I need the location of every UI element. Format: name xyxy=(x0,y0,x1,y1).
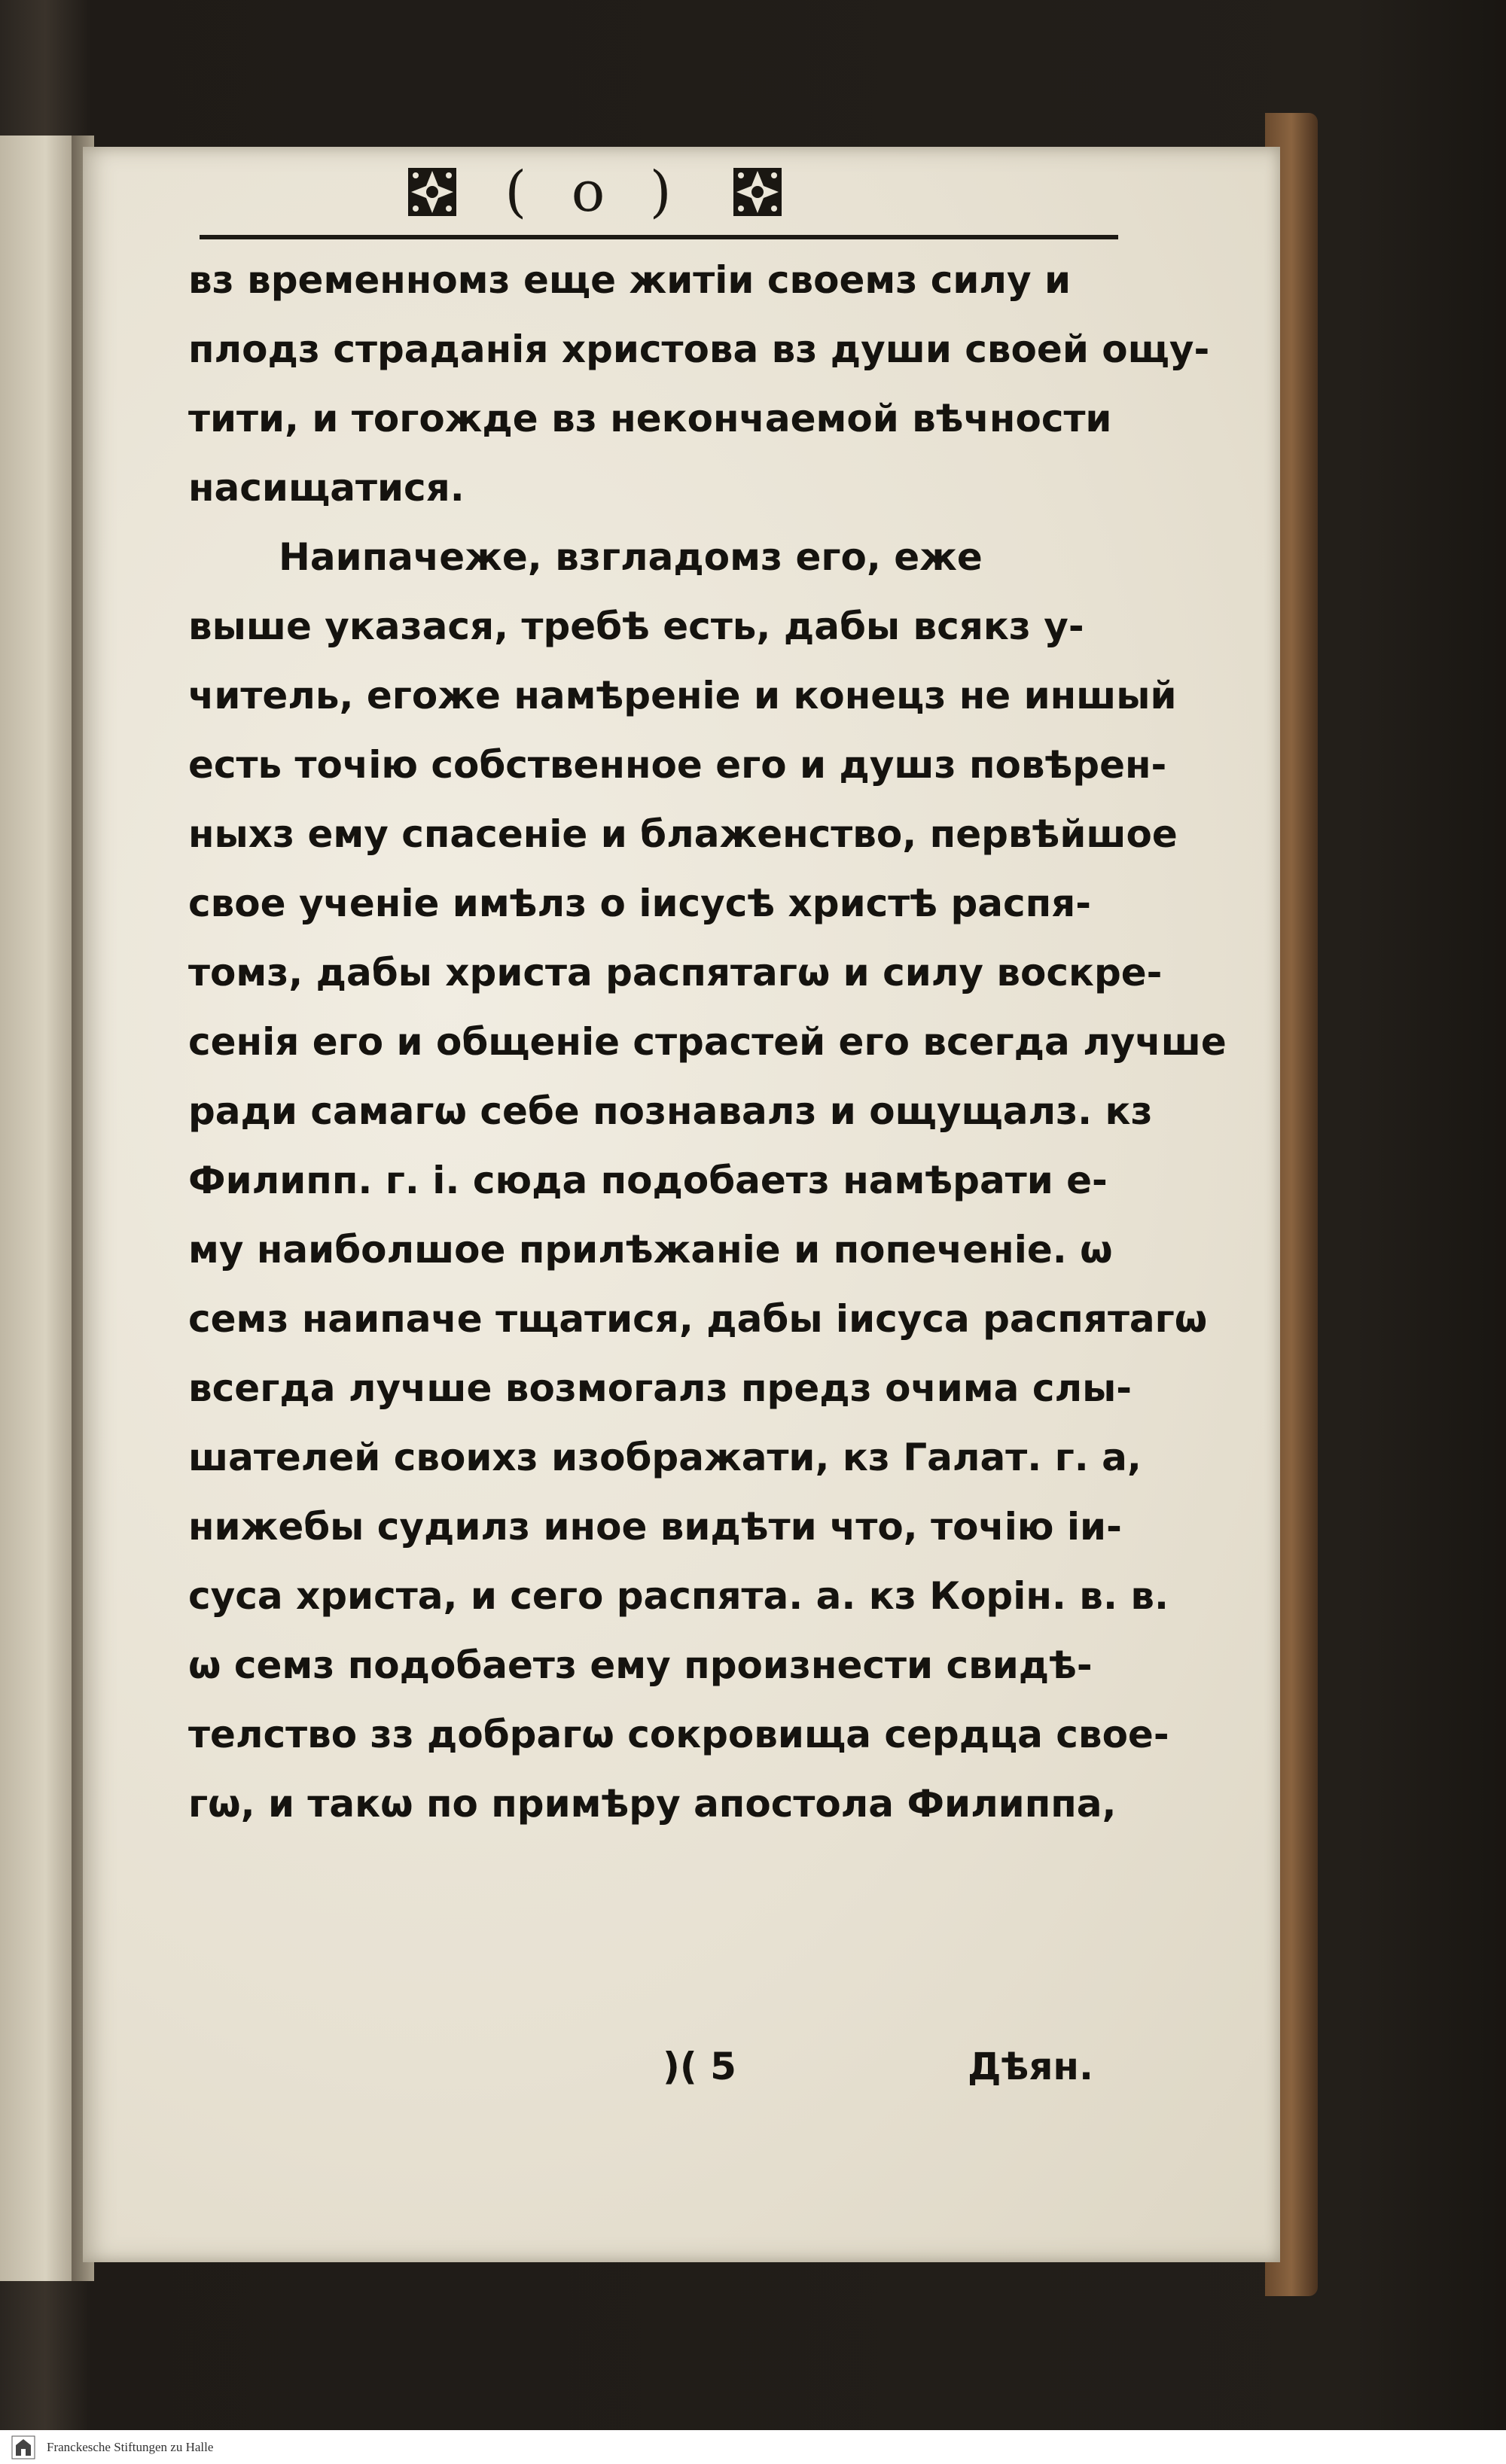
page-number: ( o ) xyxy=(505,160,685,224)
text-line: гω, и такω по примѣру апостола Филиппа, xyxy=(188,1782,1117,1826)
text-line: читель, егоже намѣреніе и конецз не иншый xyxy=(188,674,1177,717)
text-line: свое ученіе имѣлз о іисусѣ христѣ распя- xyxy=(188,882,1092,925)
text-line: нижебы судилз иное видѣти что, точію іи- xyxy=(188,1505,1122,1549)
text-line: насищатися. xyxy=(188,466,465,510)
facing-page-edge xyxy=(0,136,83,2281)
body-text xyxy=(188,248,1227,1980)
text-line: сенія его и общеніе страстей его всегда лучше xyxy=(188,1020,1227,1064)
text-line: вз временномз еще житіи своемз силу и xyxy=(188,258,1072,302)
text-line: шателей своихз изображати, кз Галат. г. а, xyxy=(188,1436,1142,1479)
page-header xyxy=(196,151,994,233)
text-line: му наиболшое прилѣжаніе и попеченіе. ω xyxy=(188,1228,1113,1272)
text-line: телство зз добрагω сокровища сердца свое- xyxy=(188,1713,1169,1756)
text-line: всегда лучше возмогалз предз очима слы- xyxy=(188,1366,1133,1410)
text-line: тити, и тогожде вз некончаемой вѣчности xyxy=(188,397,1112,440)
signature-mark: )( 5 xyxy=(663,2045,736,2088)
fleuron-right-icon xyxy=(730,165,785,219)
footer-bar xyxy=(0,2430,1506,2464)
text-line: Наипачеже, взгладомз его, еже xyxy=(279,535,983,579)
fleuron-left-icon xyxy=(405,165,459,219)
text-line: ныхз ему спасеніе и блаженство, первѣйшое xyxy=(188,812,1178,856)
text-line: есть точію собственное его и душз повѣрен- xyxy=(188,743,1167,787)
text-line: Филипп. г. і. сюда подобаетз намѣрати е- xyxy=(188,1159,1108,1202)
text-line: выше указася, требѣ есть, дабы всякз у- xyxy=(188,605,1084,648)
institution-logo-icon xyxy=(11,2435,36,2460)
catchword: Дѣян. xyxy=(968,2045,1093,2088)
text-line: ради самагω себе познавалз и ощущалз. кз xyxy=(188,1089,1153,1133)
text-line: плодз страданія христова вз души своей ощу- xyxy=(188,327,1210,371)
footer-credit: Franckesche Stiftungen zu Halle xyxy=(47,2439,214,2454)
text-line: суса христа, и сего распята. а. кз Корін. в. в. xyxy=(188,1574,1169,1618)
text-line: томз, дабы христа распятагω и силу воскре- xyxy=(188,951,1163,994)
text-line: семз наипаче тщатися, дабы іисуса распятагω xyxy=(188,1297,1208,1341)
header-rule xyxy=(200,235,1118,239)
text-line: ω семз подобаетз ему произнести свидѣ- xyxy=(188,1643,1093,1687)
